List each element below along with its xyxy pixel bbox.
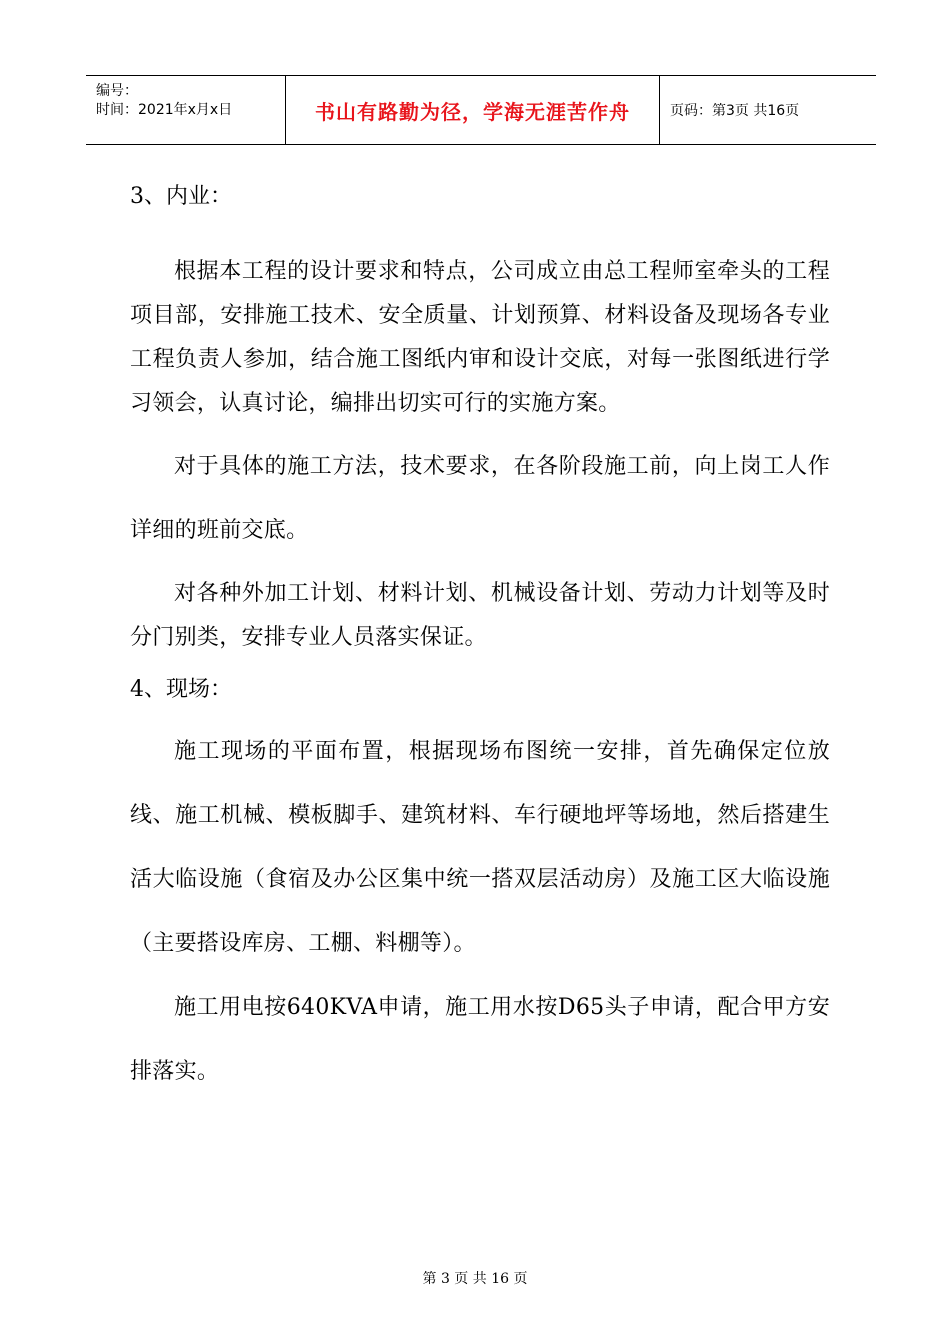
section-4-paragraph-1: 施工现场的平面布置，根据现场布图统一安排，首先确保定位放线、施工机械、模板脚手、建筑材料、车行硬地坪等场地，然后搭建生活大临设施（食宿及办公区集中统一搭双层活动房）及施工区大临设施（主要搭设库房、工棚、料棚等）。 bbox=[130, 739, 830, 956]
section-4-heading: 4、现场： bbox=[130, 677, 232, 702]
header-page-info: 页码：第3页 共16页 bbox=[670, 103, 800, 119]
section-4-paragraph-2: 施工用电按640KVA申请，施工用水按D65头子申请，配合甲方安排落实。 bbox=[130, 995, 830, 1084]
section-3-paragraph-3: 对各种外加工计划、材料计划、机械设备计划、劳动力计划等及时分门别类，安排专业人员落实保证。 bbox=[130, 581, 830, 650]
section-3-paragraph-1: 根据本工程的设计要求和特点，公司成立由总工程师室牵头的工程项目部，安排施工技术、安全质量、计划预算、材料设备及现场各专业工程负责人参加，结合施工图纸内审和设计交底，对每一张图纸进行学习领会，认真讨论，编排出切实可行的实施方案。 bbox=[130, 259, 830, 416]
header-motto: 书山有路勤为径，学海无涯苦作舟 bbox=[286, 76, 660, 144]
document-time: 时间：2021年x月x日 bbox=[96, 102, 233, 118]
header-meta bbox=[86, 76, 286, 144]
section-3-paragraph-2: 对于具体的施工方法，技术要求，在各阶段施工前，向上岗工人作详细的班前交底。 bbox=[130, 454, 830, 543]
page-footer: 第 3 页 共 16 页 bbox=[422, 1271, 528, 1287]
section-3-heading: 3、内业： bbox=[130, 184, 232, 209]
page-header bbox=[86, 75, 876, 145]
document-number: 编号： bbox=[96, 83, 138, 99]
document-body bbox=[130, 160, 830, 1104]
